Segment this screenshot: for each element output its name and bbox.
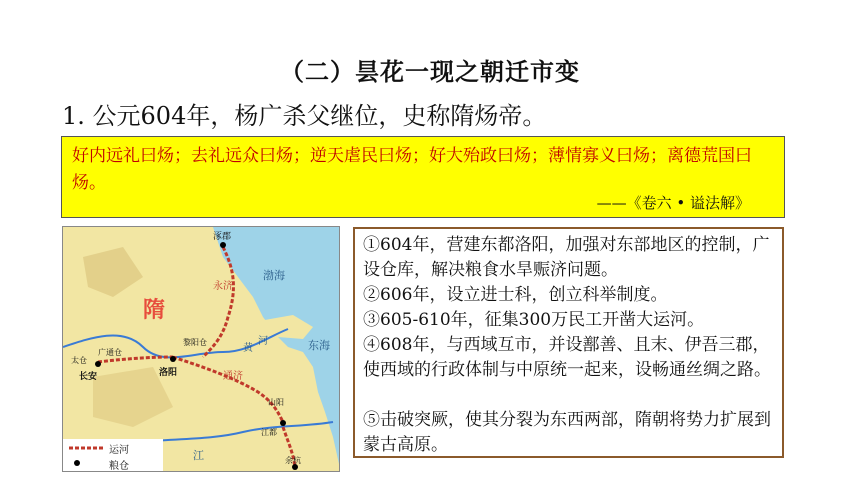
label-yongji: 永济 bbox=[213, 281, 233, 292]
label-he: 河 bbox=[258, 336, 268, 347]
label-jiang: 江 bbox=[193, 449, 204, 462]
label-changan: 长安 bbox=[79, 372, 98, 382]
label-sui: 隋 bbox=[143, 298, 166, 323]
grand-canal-map bbox=[62, 226, 340, 472]
label-jiangdu: 江都 bbox=[261, 428, 277, 437]
legend-canal: 运河 bbox=[109, 445, 129, 456]
quote-text: 好内远礼曰炀；去礼远众曰炀；逆天虐民曰炀；好大殆政曰炀；薄情寡义曰炀；离德荒国曰炀。 bbox=[72, 146, 752, 193]
map-legend bbox=[63, 439, 163, 472]
slide-subtitle: 1. 公元604年，杨广杀父继位，史称隋炀帝。 bbox=[62, 102, 547, 130]
label-luoyang: 洛阳 bbox=[159, 368, 178, 378]
info-item: ⑤击破突厥，使其分裂为东西两部，隋朝将势力扩展到蒙古高原。 bbox=[363, 410, 771, 455]
label-zhuojun: 涿郡 bbox=[213, 232, 232, 242]
label-tongji: 通济 bbox=[223, 371, 243, 382]
info-item: ②606年，设立进士科，创立科举制度。 bbox=[363, 285, 668, 305]
label-liyang: 黎阳仓 bbox=[183, 338, 207, 347]
info-item: ④608年，与西域互市，并设鄯善、且末、伊吾三郡，使西域的行政体制与中原统一起来，设畅通丝绸之路。 bbox=[363, 335, 771, 380]
reform-info-box bbox=[353, 227, 784, 458]
quote-box bbox=[61, 136, 785, 218]
label-yuhang: 余杭 bbox=[285, 456, 301, 465]
label-guangtong: 广通仓 bbox=[98, 348, 122, 357]
info-item: ③605-610年，征集300万民工开凿大运河。 bbox=[363, 310, 705, 330]
label-donghai: 东海 bbox=[308, 339, 330, 352]
legend-granary: 粮仓 bbox=[109, 461, 129, 472]
slide-title: （二）昙花一现之朝迁市变 bbox=[280, 57, 580, 86]
label-taicang: 太仓 bbox=[71, 356, 87, 365]
label-bohai: 渤海 bbox=[263, 269, 285, 282]
label-huang: 黄 bbox=[243, 343, 253, 354]
label-shanyang: 山阳 bbox=[268, 398, 284, 407]
info-item: ①604年，营建东都洛阳，加强对东部地区的控制，广设仓库，解决粮食水旱赈济问题。 bbox=[363, 235, 770, 280]
quote-source: ——《卷六 • 谥法解》 bbox=[596, 194, 750, 212]
